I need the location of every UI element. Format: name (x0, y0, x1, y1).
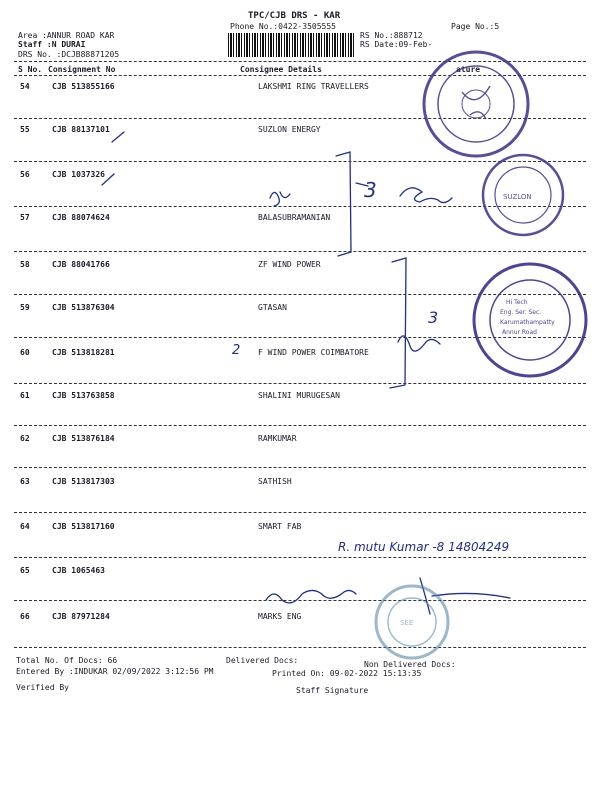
row-consignee: SUZLON ENERGY (258, 125, 321, 134)
total-docs: Total No. Of Docs: 66 (16, 656, 118, 665)
stamp-lakshmi (424, 52, 528, 156)
row-sno: 54 (20, 82, 30, 91)
row-consignment: CJB 513817303 (52, 477, 115, 486)
handwritten-name: R. mutu Kumar -8 14804249 (338, 540, 510, 554)
row-sno: 61 (20, 391, 30, 400)
row-sno: 55 (20, 125, 30, 134)
svg-text:Eng. Ser. Sec.: Eng. Ser. Sec. (500, 309, 542, 316)
row-consignee: LAKSHMI RING TRAVELLERS (258, 82, 369, 91)
row-sno: 64 (20, 522, 30, 531)
rs-number: RS No.:888712 (360, 31, 423, 40)
col-consignee: Consignee Details (240, 65, 322, 74)
drs-number: DRS No. :DCJB88871205 (18, 50, 120, 59)
svg-text:SUZLON: SUZLON (503, 193, 532, 201)
row-consignee: SATHISH (258, 477, 292, 486)
phone-number: Phone No.:0422-3505555 (230, 22, 336, 31)
area-label: Area :ANNUR ROAD KAR (18, 31, 115, 40)
row-sno: 57 (20, 213, 30, 222)
svg-text:Karumathampatty: Karumathampatty (500, 319, 555, 326)
row-consignee: RAMKUMAR (258, 434, 297, 443)
row-sno: 63 (20, 477, 30, 486)
stamp-marks-eng (376, 586, 448, 658)
verified-by: Verified By (16, 683, 69, 692)
row-consignee: SHALINI MURUGESAN (258, 391, 340, 400)
row-consignee: F WIND POWER COIMBATORE (258, 348, 369, 357)
handwritten-note: 2 (232, 343, 241, 358)
row-consignment: CJB 88041766 (52, 260, 110, 269)
row-consignment: CJB 1065463 (52, 566, 105, 575)
handwritten-note: 3 (364, 178, 377, 202)
handwritten-note: 3 (428, 308, 439, 327)
row-sno: 60 (20, 348, 30, 357)
col-signature: ature (456, 65, 481, 74)
doc-title: TPC/CJB DRS - KAR (248, 11, 341, 21)
svg-text:Hi Tech: Hi Tech (506, 299, 528, 306)
col-sno: S No. (18, 65, 43, 74)
row-sno: 56 (20, 170, 30, 179)
row-consignment: CJB 513763858 (52, 391, 115, 400)
rs-date: RS Date:09-Feb- (360, 40, 433, 49)
staff-signature-label: Staff Signature (296, 686, 369, 695)
row-consignment: CJB 513855166 (52, 82, 115, 91)
col-consignment: Consignment No (48, 65, 116, 74)
page-number: Page No.:5 (451, 22, 500, 31)
delivered-docs: Delivered Docs: (226, 656, 299, 665)
svg-text:SEE: SEE (400, 619, 414, 627)
row-sno: 66 (20, 612, 30, 621)
row-consignment: CJB 87971284 (52, 612, 110, 621)
row-sno: 59 (20, 303, 30, 312)
row-consignee: MARKS ENG (258, 612, 302, 621)
non-delivered-docs: Non Delivered Docs: (364, 660, 456, 669)
staff-label: Staff :N DURAI (18, 40, 86, 49)
row-consignment: CJB 88074624 (52, 213, 110, 222)
row-consignee: BALASUBRAMANIAN (258, 213, 331, 222)
row-consignment: CJB 1037326 (52, 170, 105, 179)
row-consignment: CJB 88137101 (52, 125, 110, 134)
row-consignee: GTASAN (258, 303, 287, 312)
entered-by: Entered By :INDUKAR 02/09/2022 3:12:56 PM (16, 667, 214, 676)
row-consignment: CJB 513876304 (52, 303, 115, 312)
row-consignment: CJB 513817160 (52, 522, 115, 531)
row-consignee: SMART FAB (258, 522, 302, 531)
row-consignment: CJB 513876184 (52, 434, 115, 443)
svg-text:Annur Road: Annur Road (502, 329, 537, 336)
printed-on: Printed On: 09-02-2022 15:13:35 (272, 669, 422, 678)
row-sno: 65 (20, 566, 30, 575)
row-sno: 58 (20, 260, 30, 269)
row-sno: 62 (20, 434, 30, 443)
stamp-zf-wind-power (474, 264, 586, 376)
row-consignment: CJB 513818281 (52, 348, 115, 357)
stamp-suzlon (483, 155, 563, 235)
row-consignee: ZF WIND POWER (258, 260, 321, 269)
